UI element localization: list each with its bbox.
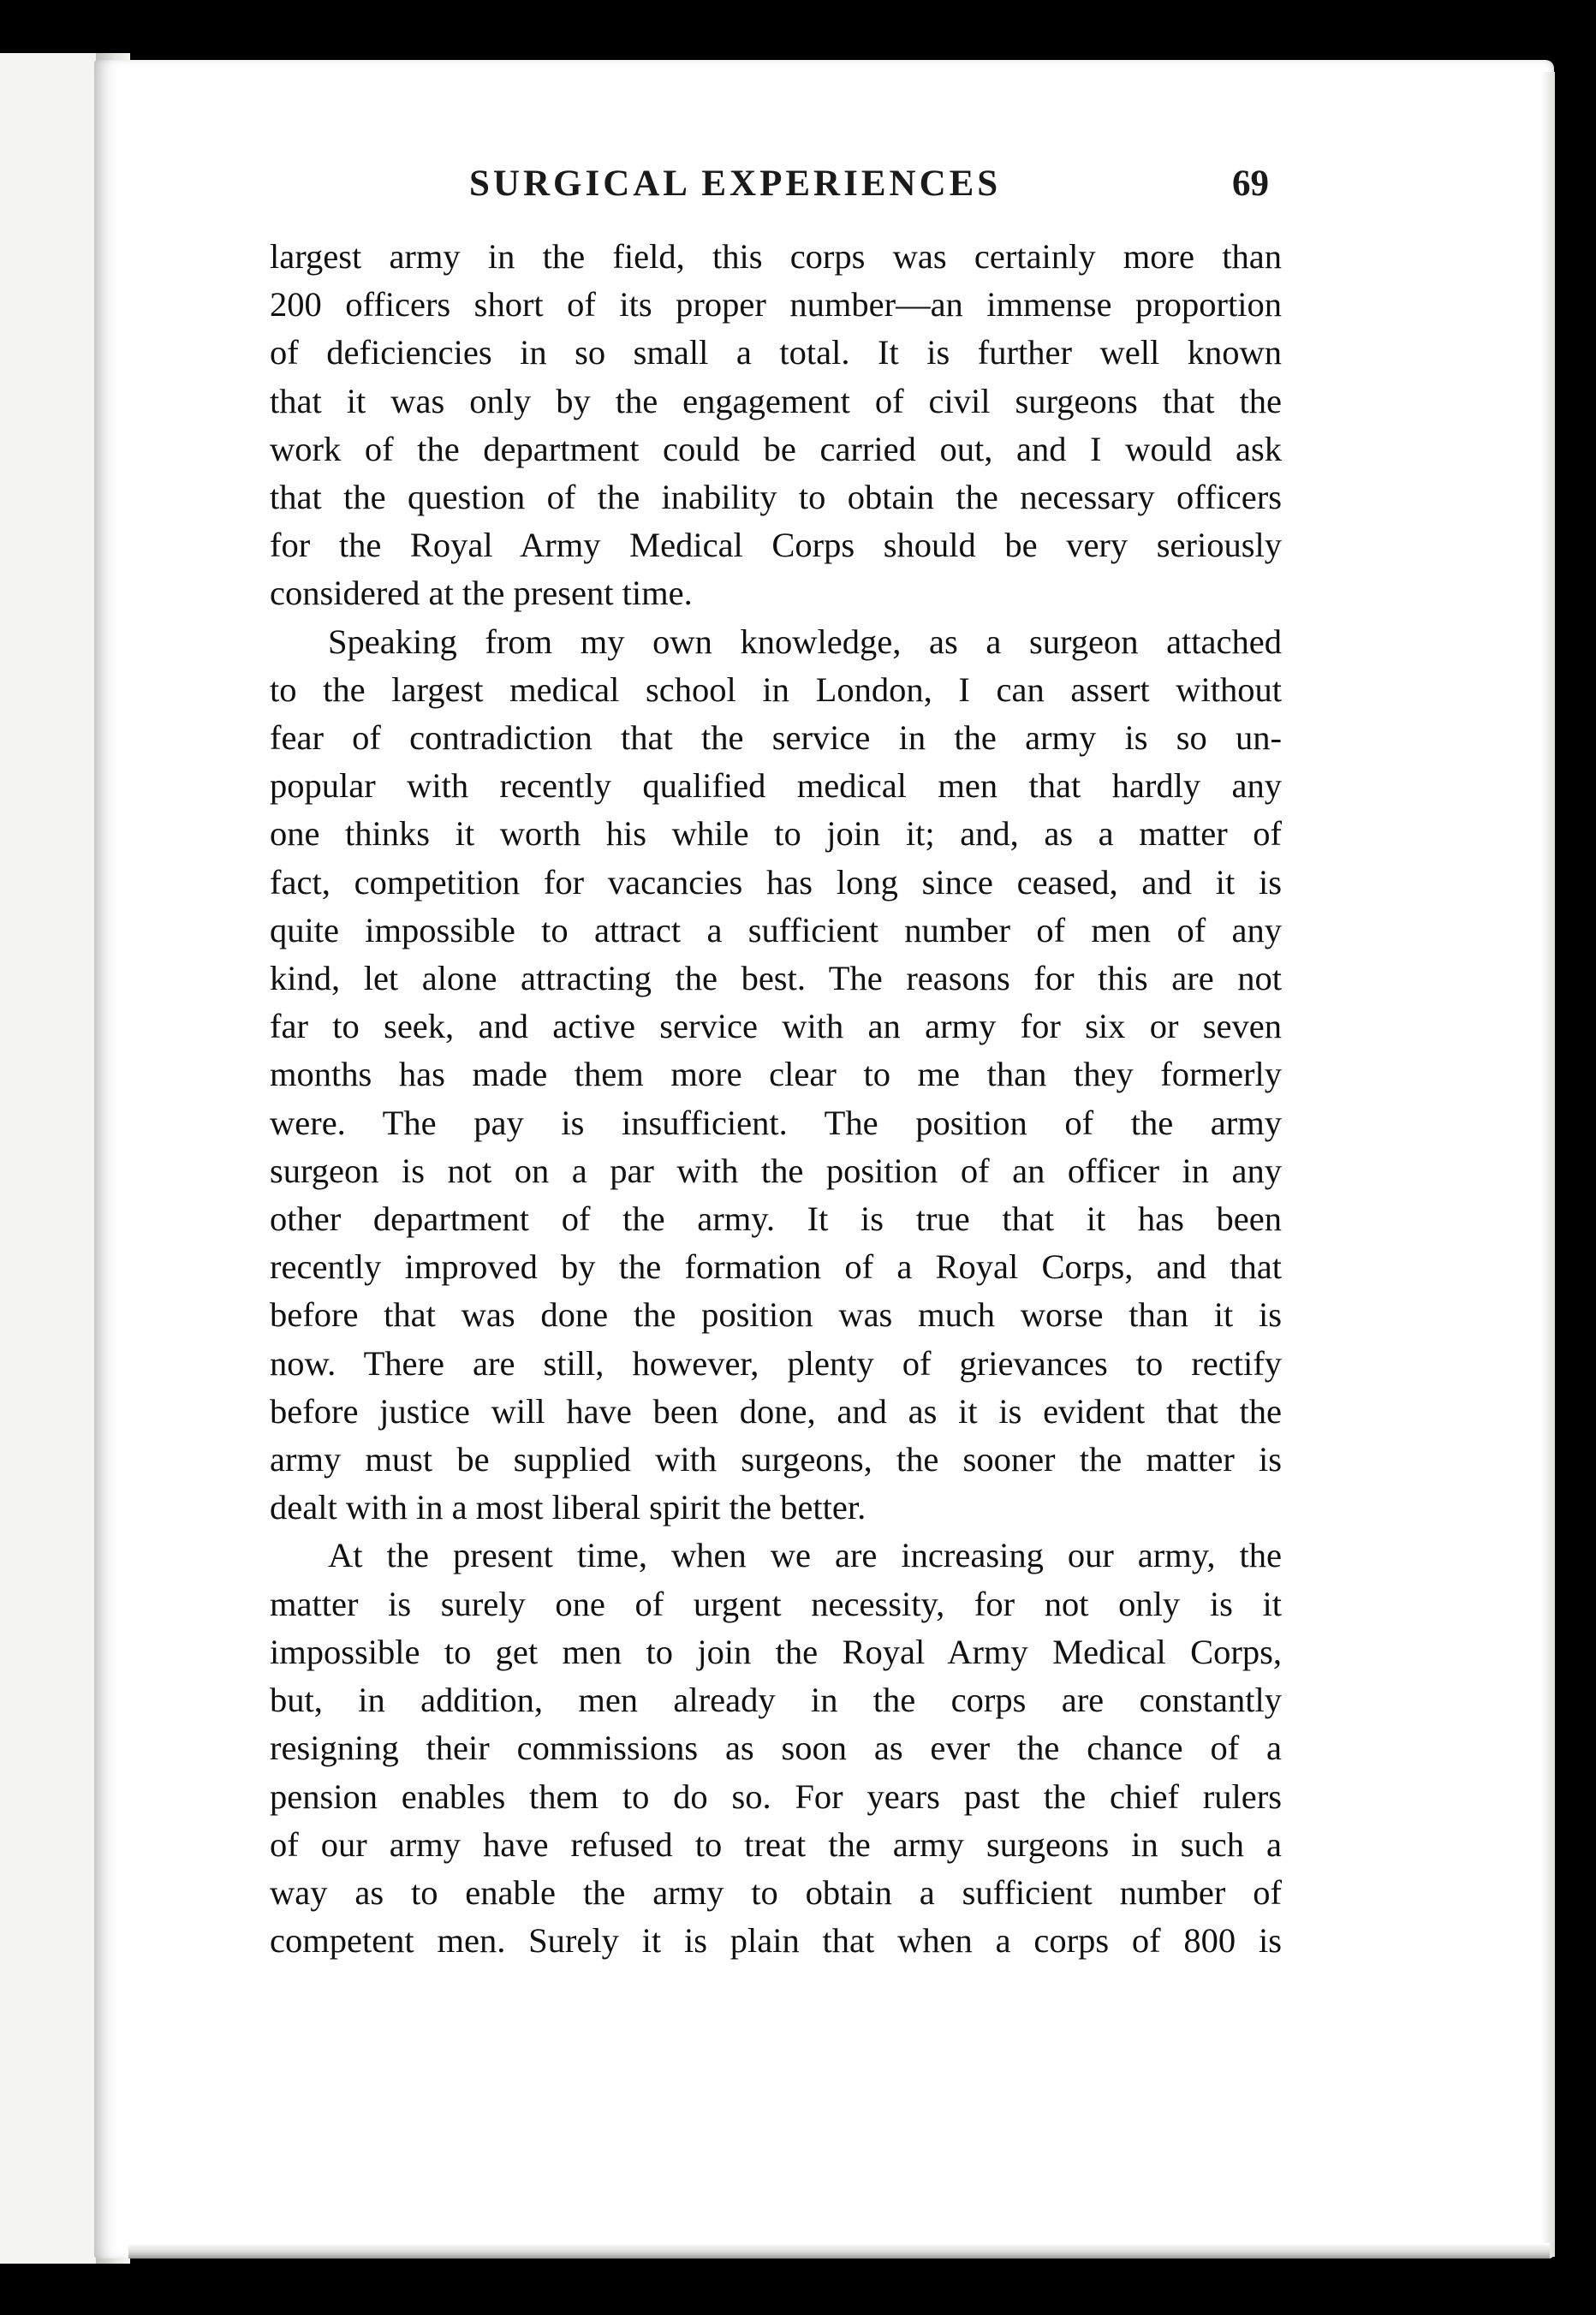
text-line: that it was only by the engagement of civil surgeons that the	[270, 381, 1282, 420]
text-line: of deficiencies in so small a total. It is further well known	[270, 333, 1282, 372]
paragraph-end-line: dealt with in a most liberal spirit the better.	[270, 1488, 866, 1527]
text-line: fact, competition for vacancies has long since ceased, and it is	[270, 862, 1282, 902]
text-line: recently improved by the formation of a Royal Corps, and that	[270, 1247, 1282, 1287]
text-line: competent men. Surely it is plain that when a corps of 800 is	[270, 1921, 1282, 1961]
text-line: kind, let alone attracting the best. The reasons for this are not	[270, 959, 1282, 998]
page-bottom-edge	[128, 2243, 1550, 2258]
paragraph-start-line: At the present time, when we are increasing our army, the	[328, 1536, 1282, 1575]
text-line: army must be supplied with surgeons, the sooner the matter is	[270, 1440, 1282, 1479]
text-line: now. There are still, however, plenty of grievances to rectify	[270, 1343, 1282, 1383]
text-line: but, in addition, men already in the corps are constantly	[270, 1681, 1282, 1720]
page-header	[272, 163, 1274, 223]
page-number: 69	[1232, 164, 1269, 204]
text-line: to the largest medical school in London, I can assert without	[270, 670, 1282, 709]
text-line: for the Royal Army Medical Corps should be very seriously	[270, 526, 1282, 565]
paragraph-end-line: considered at the present time.	[270, 574, 693, 613]
text-line: pension enables them to do so. For years past the chief rulers	[270, 1776, 1282, 1816]
paragraph-start-line: Speaking from my own knowledge, as a surgeon attached	[328, 622, 1282, 661]
text-line: other department of the army. It is true that it has been	[270, 1199, 1282, 1239]
text-line: 200 officers short of its proper number—an immense proportion	[270, 285, 1282, 324]
text-line: matter is surely one of urgent necessity, for not only is it	[270, 1584, 1282, 1623]
text-line: far to seek, and active service with an army for six or seven	[270, 1007, 1282, 1046]
text-line: popular with recently qualified medical men that hardly any	[270, 766, 1282, 806]
text-line: quite impossible to attract a sufficient number of men of any	[270, 910, 1282, 949]
text-line: before that was done the position was much worse than it is	[270, 1295, 1282, 1335]
text-line: largest army in the field, this corps was certainly more than	[270, 237, 1282, 276]
body-text	[270, 233, 1282, 1965]
text-line: one thinks it worth his while to join it; and, as a matter of	[270, 814, 1282, 854]
text-line: surgeon is not on a par with the position of an officer in any	[270, 1151, 1282, 1190]
text-line: before justice will have been done, and as it is evident that the	[270, 1391, 1282, 1431]
text-line: months has made them more clear to me than they formerly	[270, 1055, 1282, 1094]
page-right-edge	[1541, 72, 1555, 2257]
text-line: impossible to get men to join the Royal Army Medical Corps,	[270, 1632, 1282, 1671]
text-line: fear of contradiction that the service in the army is so un-	[270, 718, 1282, 758]
previous-page-edge	[0, 53, 103, 2264]
text-line: way as to enable the army to obtain a sufficient number of	[270, 1872, 1282, 1912]
text-line: were. The pay is insufficient. The position of the army	[270, 1103, 1282, 1142]
text-line: of our army have refused to treat the army surgeons in such a	[270, 1824, 1282, 1864]
text-line: resigning their commissions as soon as ever the chance of a	[270, 1729, 1282, 1768]
text-line: that the question of the inability to obtain the necessary officers	[270, 478, 1282, 517]
text-line: work of the department could be carried out, and I would ask	[270, 429, 1282, 468]
running-head: SURGICAL EXPERIENCES	[469, 164, 1002, 204]
